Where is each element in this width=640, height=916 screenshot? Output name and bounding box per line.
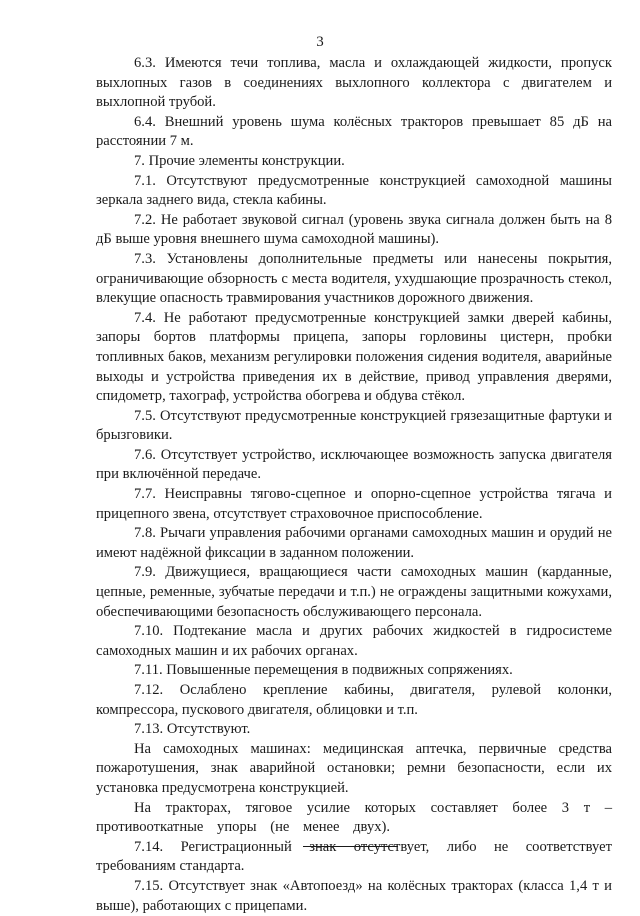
document-body xyxy=(96,54,612,916)
page-number: 3 xyxy=(316,34,324,50)
paragraph-7-14: 7.14. Регистрационный знак отсутствует, либо не соответствует требованиям стандарта. xyxy=(96,838,612,875)
end-rule xyxy=(303,846,398,847)
paragraph-7-13: 7.13. Отсутствуют. xyxy=(134,721,251,738)
paragraph-7-15: 7.15. Отсутствует знак «Автопоезд» на колёсных тракторах (класса 1,4 т и выше), работающих с прицепами. xyxy=(96,877,612,914)
paragraph-7-10: 7.10. Подтекание масла и других рабочих жидкостей в гидросистеме самоходных машин и их рабочих органах. xyxy=(96,623,612,659)
paragraph-7-11: 7.11. Повышенные перемещения в подвижных сопряжениях. xyxy=(134,662,513,679)
section-heading-7: 7. Прочие элементы конструкции. xyxy=(134,152,345,169)
paragraph-7-2: 7.2. Не работает звуковой сигнал (уровень звука сигнала должен быть на 8 дБ выше уровня внешнего шума самоходной машины). xyxy=(96,211,612,248)
paragraph-7-1: 7.1. Отсутствуют предусмотренные конструкцией самоходной машины зеркала заднего вида, стекла кабины. xyxy=(96,172,612,209)
paragraph-7-7: 7.7. Неисправны тягово-сцепное и опорно-сцепное устройства тягача и прицепного звена, отсутствует страховочное приспособление. xyxy=(96,486,612,522)
paragraph-7-5: 7.5. Отсутствуют предусмотренные конструкцией грязезащитные фартуки и брызговики. xyxy=(96,407,612,444)
paragraph-6-3: 6.3. Имеются течи топлива, масла и охлаждающей жидкости, пропуск выхлопных газов в соединениях выхлопного коллектора с двигателем и выхлопной трубой. xyxy=(96,55,612,111)
paragraph-7-8: 7.8. Рычаги управления рабочими органами самоходных машин и орудий не имеют надёжной фиксации в заданном положении. xyxy=(96,525,612,561)
paragraph-7-6: 7.6. Отсутствует устройство, исключающее возможность запуска двигателя при включённой передаче. xyxy=(96,446,612,483)
paragraph-7-12: 7.12. Ослаблено крепление кабины, двигателя, рулевой колонки, компрессора, пускового двигателя, облицовки и т.п. xyxy=(96,682,612,718)
paragraph-7-4: 7.4. Не работают предусмотренные конструкцией замки дверей кабины, запоры бортов платформы прицепа, запоры горловины цистерн, пробки топливных баков, механизм регулировки положения сидения водителя, аварийные выходы и устройства приведения их в действие, привод управления дверями, спидометр, тахограф, устройства обогрева и обдува стёкол. xyxy=(96,309,612,405)
paragraph-7-9: 7.9. Движущиеся, вращающиеся части самоходных машин (карданные, цепные, ременные, зубчатые передачи и т.п.) не ограждены защитными кожухами, обеспечивающими безопасность обслуживающего персонала. xyxy=(96,564,612,620)
paragraph-6-4: 6.4. Внешний уровень шума колёсных тракторов превышает 85 дБ на расстоянии 7 м. xyxy=(96,113,612,150)
paragraph-tractors: На тракторах, тяговое усилие которых составляет более 3 т – противооткатные упоры (не менее двух). xyxy=(96,799,612,836)
paragraph-7-3: 7.3. Установлены дополнительные предметы или нанесены покрытия, ограничивающие обзорность с места водителя, ухудшающие прозрачность стекол, влекущие опасность травмирования участников дорожного движения. xyxy=(96,250,612,307)
paragraph-self-propelled-machines: На самоходных машинах: медицинская аптечка, первичные средства пожаротушения, знак аварийной остановки; ремни безопасности, если их установка предусмотрена конструкцией. xyxy=(96,740,612,796)
